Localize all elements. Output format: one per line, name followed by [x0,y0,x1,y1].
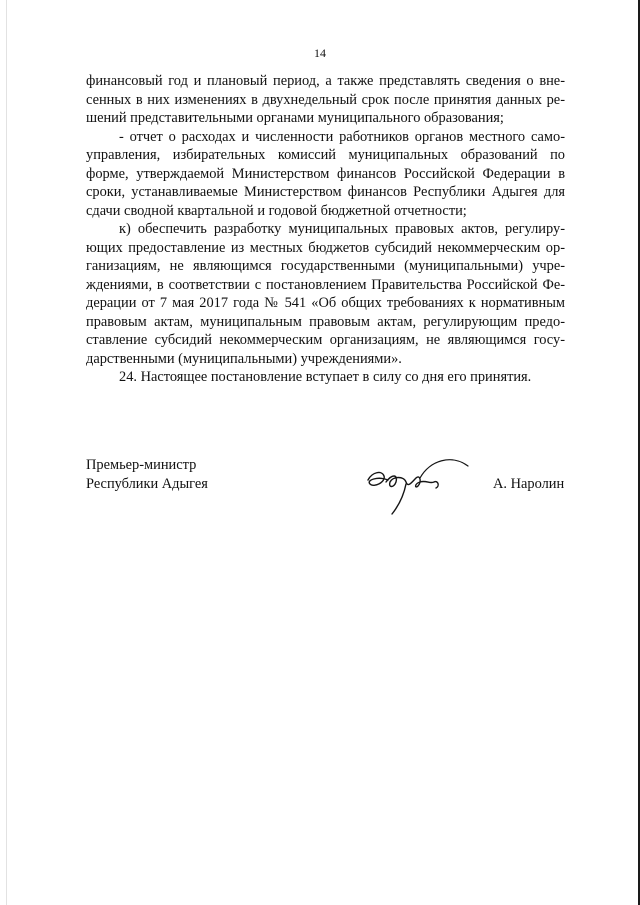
text-line: сенных в них изменениях в двухнедельный срок после принятия данных ре- [86,91,565,108]
page-number: 14 [314,46,326,60]
text-line: сдачи сводной квартальной и годовой бюджетной отчетности; [86,202,467,219]
text-line: ставление субсидий некоммерческим организациям, не являющимся госу- [86,332,565,348]
paragraph-continuation [86,72,565,128]
text-line: форме, утверждаемой Министерством финансов Российской Федерации в [86,165,565,182]
signer-name: А. Наролин [493,476,565,492]
closing-clause: 24. Настоящее постановление вступает в силу со дня его принятия. [119,369,532,385]
text-line: ждениями, в соответствии с постановлением Правительства Российской Фе- [86,276,565,293]
text-line: правовым актам, муниципальным правовым актам, регулирующим предо- [86,313,565,330]
text-line: сроки, устанавливаемые Министерством финансов Республики Адыгея для [86,184,565,200]
text-line: ющих предоставление из местных бюджетов субсидий некоммерческим ор- [86,239,565,256]
text-line: ганизациям, не являющимся государственными (муниципальными) учре- [86,258,565,274]
text-line: к) обеспечить разработку муниципальных правовых актов, регулиру- [119,221,565,237]
signatory-title-line: Премьер-министр [86,457,197,473]
text-line: управления, избирательных комиссий муниципальных образований по [86,147,565,163]
handwritten-signature [360,452,475,517]
text-line: - отчет о расходах и численности работников органов местного само- [119,128,565,145]
text-line: шений представительными органами муниципального образования; [86,110,504,126]
document-body [86,72,565,368]
scan-edge-left [6,0,7,905]
paragraph-item-k [86,220,565,368]
text-line: дарственными (муниципальными) учреждениями». [86,350,402,367]
paragraph-expense-report [86,128,565,221]
text-line: финансовый год и плановый период, а также представлять сведения о вне- [86,73,565,89]
signatory-title [86,456,208,494]
signatory-title-line: Республики Адыгея [86,476,208,492]
text-line: дерации от 7 мая 2017 года № 541 «Об общих требованиях к нормативным [86,295,565,311]
